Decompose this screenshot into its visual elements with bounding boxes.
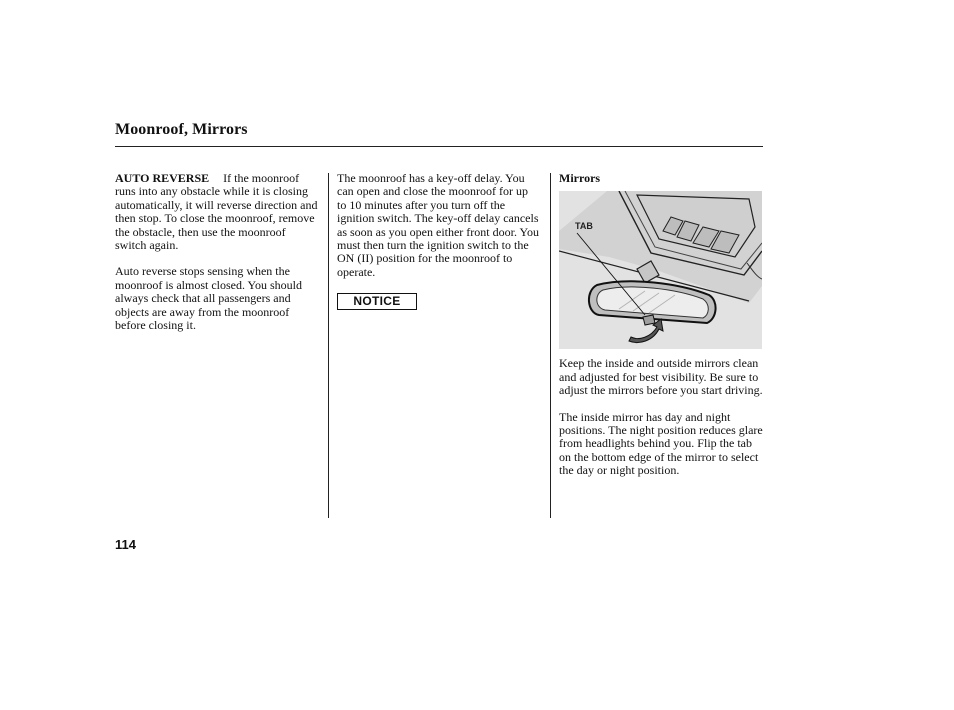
title-rule [115, 146, 763, 147]
auto-reverse-paragraph-2: Auto reverse stops sensing when the moonroof is almost closed. You should always check that all passengers and objects are away from the moonroof before closing it. [115, 264, 303, 333]
page-number: 114 [115, 537, 136, 552]
tab-callout-label: TAB [575, 221, 593, 232]
notice-badge: NOTICE [337, 293, 417, 310]
auto-reverse-paragraph-1 [115, 172, 319, 252]
column-divider-right [550, 173, 551, 518]
mirrors-paragraph-1: Keep the inside and outside mirrors clean and adjusted for best visibility. Be sure to adjust the mirrors before you start driving. [559, 356, 763, 398]
rearview-mirror-drawing [559, 191, 762, 349]
column-divider-left [328, 173, 329, 518]
mirrors-paragraph-2: The inside mirror has day and night positions. The night position reduces glare from headlights behind you. Flip the tab on the bottom edge of the mirror to select the day or night position. [559, 409, 763, 478]
auto-reverse-text-1: If the moonroof runs into any obstacle while it is closing automatically, it will reverse direction and then stop. To close the moonroof, remove the obstacle, then use the moonroof switch again. [115, 171, 318, 253]
column-auto-reverse [115, 172, 319, 332]
rearview-mirror-illustration [559, 191, 762, 349]
column-mirrors [559, 172, 765, 478]
mirrors-text [559, 357, 765, 477]
key-off-delay-paragraph: The moonroof has a key-off delay. You can open and close the moonroof for up to 10 minutes after you turn off the ignition switch. The key-off delay cancels as soon as you open either front door. You must then turn the ignition switch to the ON (II) position for the moonroof to operate. [337, 171, 539, 279]
column-key-off-delay [337, 172, 539, 310]
auto-reverse-heading: AUTO REVERSE [115, 171, 210, 185]
mirrors-heading: Mirrors [559, 171, 601, 185]
page-title: Moonroof, Mirrors [115, 121, 248, 138]
mirror-tab [643, 315, 655, 325]
